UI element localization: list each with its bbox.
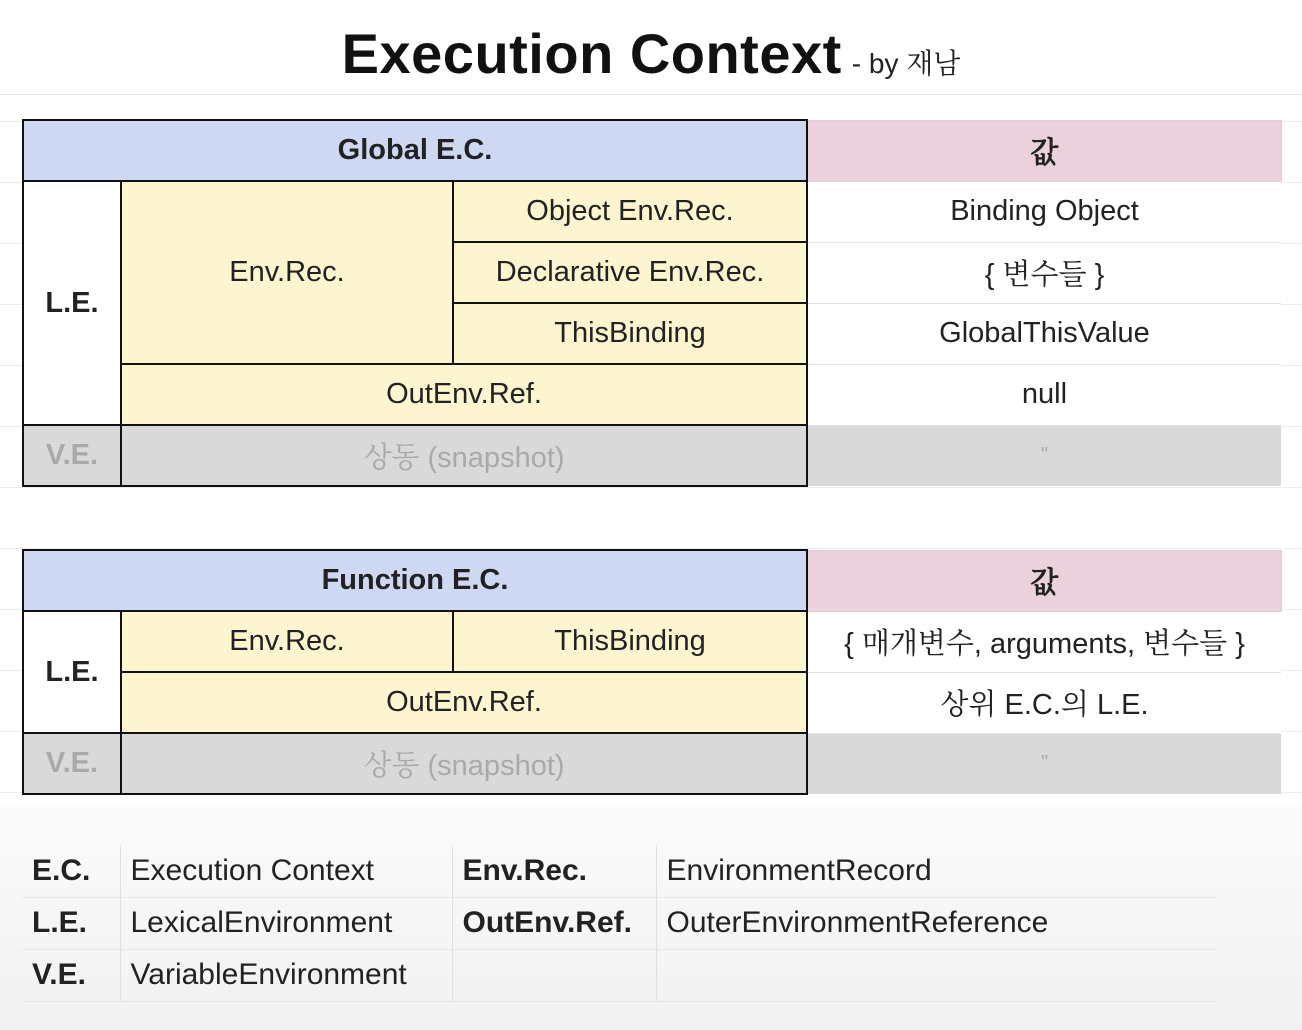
global-le-label: L.E. xyxy=(23,181,121,425)
legend-table xyxy=(22,845,1216,1002)
global-ec-header: Global E.C. xyxy=(23,120,807,181)
global-object-env-rec: Object Env.Rec. xyxy=(453,181,807,242)
function-value-header: 값 xyxy=(807,550,1281,611)
title-author: - by 재남 xyxy=(851,48,961,79)
legend-key: E.C. xyxy=(22,845,120,897)
legend-key: Env.Rec. xyxy=(452,845,656,897)
legend-row xyxy=(22,897,1216,949)
global-ve-value: " xyxy=(807,425,1281,486)
global-out-env-ref: OutEnv.Ref. xyxy=(121,364,807,425)
global-out-env-ref-value: null xyxy=(807,364,1281,425)
legend-panel xyxy=(0,805,1302,1030)
global-ec-table xyxy=(22,119,1282,487)
function-env-rec-label: Env.Rec. xyxy=(121,611,453,672)
function-ec-header: Function E.C. xyxy=(23,550,807,611)
legend-value: Execution Context xyxy=(120,845,452,897)
legend-value: LexicalEnvironment xyxy=(120,897,452,949)
legend-row xyxy=(22,949,1216,1001)
global-declarative-env-rec: Declarative Env.Rec. xyxy=(453,242,807,303)
legend-key xyxy=(452,949,656,1001)
function-le-label: L.E. xyxy=(23,611,121,733)
global-this-binding-value: GlobalThisValue xyxy=(807,303,1281,364)
function-out-env-ref: OutEnv.Ref. xyxy=(121,672,807,733)
global-env-rec-label: Env.Rec. xyxy=(121,181,453,364)
legend-key: OutEnv.Ref. xyxy=(452,897,656,949)
function-ve-snapshot: 상동 (snapshot) xyxy=(121,733,807,794)
global-object-env-rec-value: Binding Object xyxy=(807,181,1281,242)
legend-key: V.E. xyxy=(22,949,120,1001)
legend-key: L.E. xyxy=(22,897,120,949)
global-declarative-env-rec-value: { 변수들 } xyxy=(807,242,1281,303)
legend-value: EnvironmentRecord xyxy=(656,845,1216,897)
function-out-env-ref-value: 상위 E.C.의 L.E. xyxy=(807,672,1281,733)
legend-value xyxy=(656,949,1216,1001)
function-ve-label: V.E. xyxy=(23,733,121,794)
function-this-binding: ThisBinding xyxy=(453,611,807,672)
global-value-header: 값 xyxy=(807,120,1281,181)
legend-row xyxy=(22,845,1216,897)
global-ve-label: V.E. xyxy=(23,425,121,486)
legend-value: VariableEnvironment xyxy=(120,949,452,1001)
global-ve-snapshot: 상동 (snapshot) xyxy=(121,425,807,486)
legend-value: OuterEnvironmentReference xyxy=(656,897,1216,949)
global-this-binding: ThisBinding xyxy=(453,303,807,364)
page-title xyxy=(0,14,1302,95)
function-env-rec-value: { 매개변수, arguments, 변수들 } xyxy=(807,611,1281,672)
function-ve-value: " xyxy=(807,733,1281,794)
function-ec-table xyxy=(22,549,1282,795)
title-main: Execution Context xyxy=(341,22,842,85)
